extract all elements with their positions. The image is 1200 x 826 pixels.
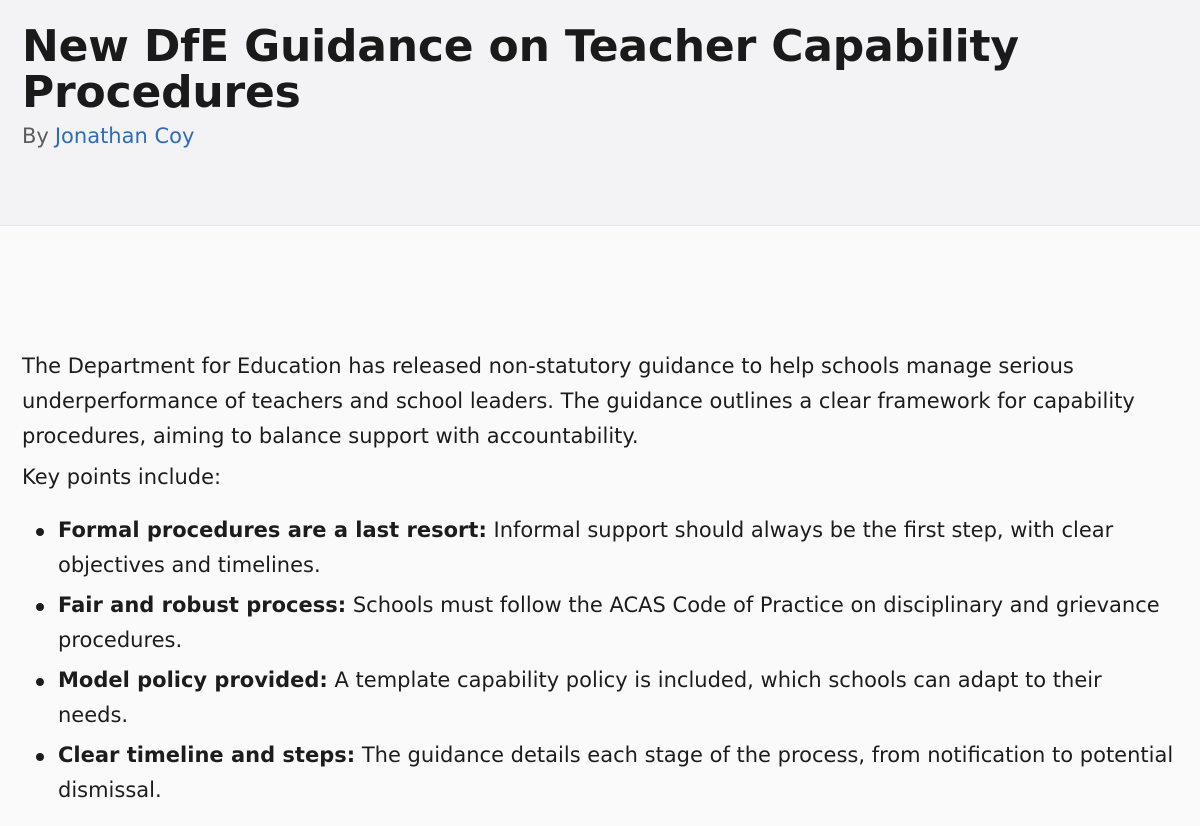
key-point-text: Informal support should always be the first step, with clear objectives and timelines.: [58, 518, 1114, 577]
article-body: [0, 226, 1200, 808]
key-point-label: Formal procedures are a last resort:: [58, 518, 487, 542]
bullet-icon: [36, 753, 44, 761]
list-item: [58, 663, 1178, 733]
key-point-label: Clear timeline and steps:: [58, 743, 356, 767]
key-point-label: Model policy provided:: [58, 668, 328, 692]
author-link[interactable]: Jonathan Coy: [54, 124, 195, 148]
list-item: [58, 738, 1178, 808]
key-point-text: Schools must follow the ACAS Code of Practice on disciplinary and grievance procedures.: [58, 593, 1160, 652]
bullet-icon: [36, 603, 44, 611]
key-points-list: [22, 513, 1178, 808]
byline-prefix: By: [22, 124, 49, 148]
article-title: New DfE Guidance on Teacher Capability Procedures: [22, 21, 1019, 118]
bullet-icon: [36, 528, 44, 536]
list-item: [58, 513, 1178, 583]
intro-paragraph: The Department for Education has released non-statutory guidance to help schools manage serious underperformance of teachers and school leaders. The guidance outlines a clear framework for capability procedures, aiming to balance support with accountability.: [22, 354, 1135, 448]
article-header: [0, 0, 1200, 226]
key-point-text: A template capability policy is included, which schools can adapt to their needs.: [58, 668, 1102, 727]
key-point-text: The guidance details each stage of the process, from notification to potential dismissal.: [58, 743, 1174, 802]
bullet-icon: [36, 678, 44, 686]
list-item: [58, 588, 1178, 658]
byline: [22, 122, 1178, 150]
key-point-label: Fair and robust process:: [58, 593, 347, 617]
key-points-heading: Key points include:: [22, 465, 222, 489]
